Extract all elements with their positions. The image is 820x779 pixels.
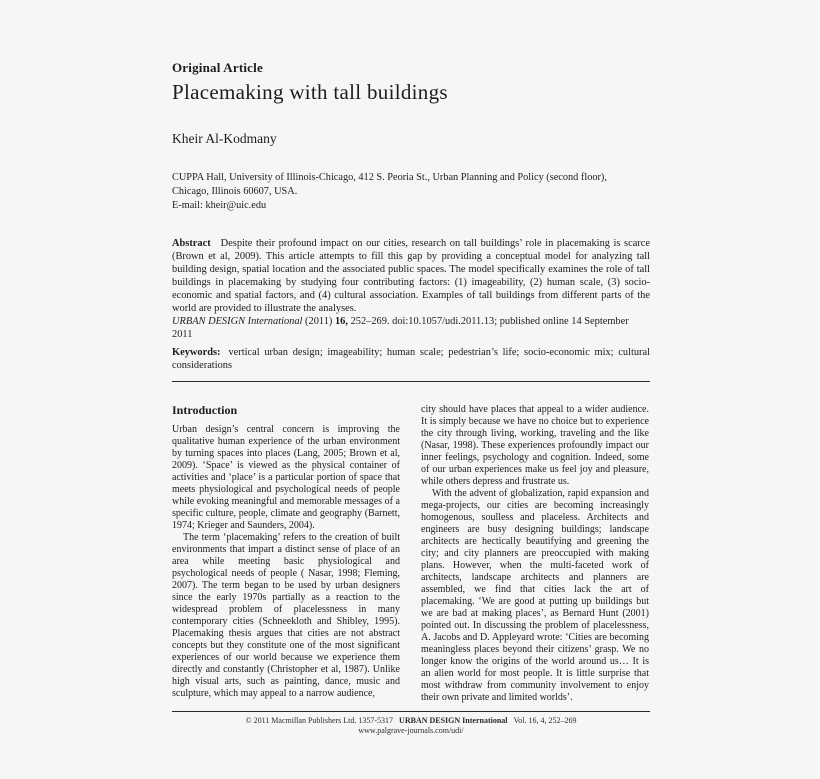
section-heading-introduction: Introduction	[172, 403, 238, 417]
paragraph: Urban design’s central concern is improving the qualitative human experience of the urban environment by turning spaces into places (Lang, 2005; Brown et al, 2009). ‘Space’ is viewed as the physical container of activities and ‘place’ is a particular portion of space that meets physiological and psychological needs of people while evoking meaningful and memorable messages of a specific culture, people, climate and geography (Barnett, 1974; Krieger and Saunders, 2004).	[172, 424, 400, 531]
page-title: Placemaking with tall buildings	[172, 80, 448, 104]
affiliation-line-2: Chicago, Illinois 60607, USA.	[172, 186, 298, 197]
keywords-text: vertical urban design; imageability; human scale; pedestrian’s life; socio-economic mix; cultural considerations	[172, 347, 650, 371]
body-left-column	[172, 404, 400, 704]
citation-line	[172, 315, 650, 341]
abstract-text: Despite their profound impact on our cities, research on tall buildings’ role in placemaking is scarce (Brown et al, 2009). This article attempts to fill this gap by providing a conceptual model for analyzing tall building design, spatial location and the associated public spaces. The model specifically examines the role of tall buildings in placemaking by studying four contributing factors: (1) imageability, (2) human scale, (3) socio-economic and spatial factors, and (4) cultural association. Examples of tall buildings from different parts of the world are provided to illustrate the analyses.	[172, 238, 650, 314]
author-name: Kheir Al-Kodmany	[172, 131, 277, 146]
body-columns	[172, 404, 650, 704]
body-right-column	[421, 404, 649, 704]
footer-url: www.palgrave-journals.com/udi/	[358, 726, 464, 735]
affiliation-block	[172, 171, 650, 213]
page-content	[172, 0, 650, 704]
paragraph: With the advent of globalization, rapid expansion and mega-projects, our cities are becoming increasingly homogenous, soulless and placeless. Architects and engineers are busy designing buildings; landscape architects are hectically beautifying and greening the city; and city planners are preoccupied with making plans. However, when the multi-faceted work of architects, landscape architects and planners are assembled, we find that cities lack the art of placemaking. ‘We are good at putting up buildings but we are bad at making places’, as Bernard Hunt (2001) pointed out. In discussing the problem of placelessness, A. Jacobs and D. Appleyard wrote: ‘Cities are becoming meaningless places beyond their citizens’ grasp. We no longer know the origins of the world around us… It is an alien world for most people. It is little surprise that most withdraw from community involvement to enjoy their own private and limited worlds’.	[421, 488, 649, 703]
keywords-label: Keywords:	[172, 347, 221, 358]
footer-journal-name: URBAN DESIGN International	[399, 716, 508, 725]
page-footer	[172, 711, 650, 736]
keywords-section	[172, 346, 650, 372]
paragraph: The term ‘placemaking’ refers to the creation of built environments that impart a distinct sense of place of an area while meeting basic physiological and psychological needs of people ( Nasar, 1998; Fleming, 2007). The term began to be used by urban designers since the early 1970s partially as a reaction to the widespread problem of placelessness in many contemporary cities (Schneekloth and Shibley, 1995). Placemaking thesis argues that cities are not abstract concepts but they constitute one of the most significant experiences of our world because we experience them directly and constantly (Christopher et al, 1987). Unlike high visual arts, such as painting, dance, music and sculpture, which may appeal to a narrow audience,	[172, 532, 400, 699]
citation-rest: 252–269. doi:10.1057/udi.2011.13; published online 14 September 2011	[172, 316, 629, 340]
abstract-label: Abstract	[172, 238, 211, 249]
citation-year: (2011)	[302, 316, 335, 327]
citation-journal-name: URBAN DESIGN International	[172, 316, 303, 327]
abstract-section	[172, 237, 650, 341]
footer-copyright: © 2011 Macmillan Publishers Ltd. 1357-5317	[245, 716, 394, 725]
email-line: E-mail: kheir@uic.edu	[172, 200, 267, 211]
paragraph: city should have places that appeal to a wider audience. It is simply because we have no choice but to experience the city through living, working, traveling and the like (Nasar, 1998). These experiences profoundly impact our inner feelings, psychology and cognition. Indeed, some of our urban experiences make us feel joy and pleasure, while others depress and frustrate us.	[421, 404, 649, 487]
article-type-label: Original Article	[172, 60, 263, 75]
front-matter-divider	[172, 381, 650, 382]
affiliation-line-1: CUPPA Hall, University of Illinois-Chicago, 412 S. Peoria St., Urban Planning and Policy (second floor),	[172, 172, 607, 183]
footer-line-1	[172, 716, 650, 726]
footer-volume: Vol. 16, 4, 252–269	[513, 716, 577, 725]
citation-volume: 16,	[334, 316, 348, 327]
